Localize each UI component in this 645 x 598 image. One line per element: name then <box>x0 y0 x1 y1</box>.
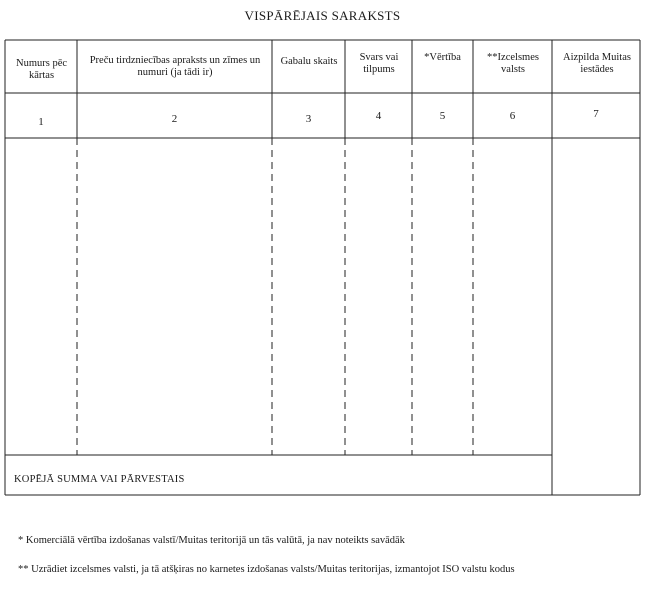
column-number-2: 2 <box>171 113 178 125</box>
column-header-3: Gabalu skaits <box>280 56 338 67</box>
total-label: KOPĒJĀ SUMMA VAI PĀRVESTAIS <box>14 474 185 485</box>
column-header-6: **Izcelsmes valsts <box>487 52 539 75</box>
footnote-2: ** Uzrādiet izcelsmes valsti, ja tā atšķiras no karnetes izdošanas valsts/Muitas teritorijas, izmantojot ISO valstu kodus <box>18 564 515 575</box>
column-number-7: 7 <box>593 108 599 120</box>
column-header-4: Svars vai tilpums <box>359 52 399 75</box>
footnote-1: * Komerciālā vērtība izdošanas valstī/Muitas teritorijā un tās valūtā, ja nav noteikts savādāk <box>18 535 405 546</box>
column-number-6: 6 <box>509 110 516 122</box>
column-number-1: 1 <box>38 116 44 128</box>
column-number-4: 4 <box>375 110 382 122</box>
column-number-5: 5 <box>439 110 446 122</box>
page-title: VISPĀRĒJAIS SARAKSTS <box>244 8 401 23</box>
column-number-3: 3 <box>305 113 312 125</box>
column-header-2: Preču tirdzniecības apraksts un zīmes un numuri (ja tādi ir) <box>89 55 261 78</box>
column-header-7: Aizpilda Muitas iestādes <box>563 52 631 75</box>
column-header-5: *Vērtība <box>424 52 461 63</box>
column-header-1: Numurs pēc kārtas <box>15 58 68 81</box>
